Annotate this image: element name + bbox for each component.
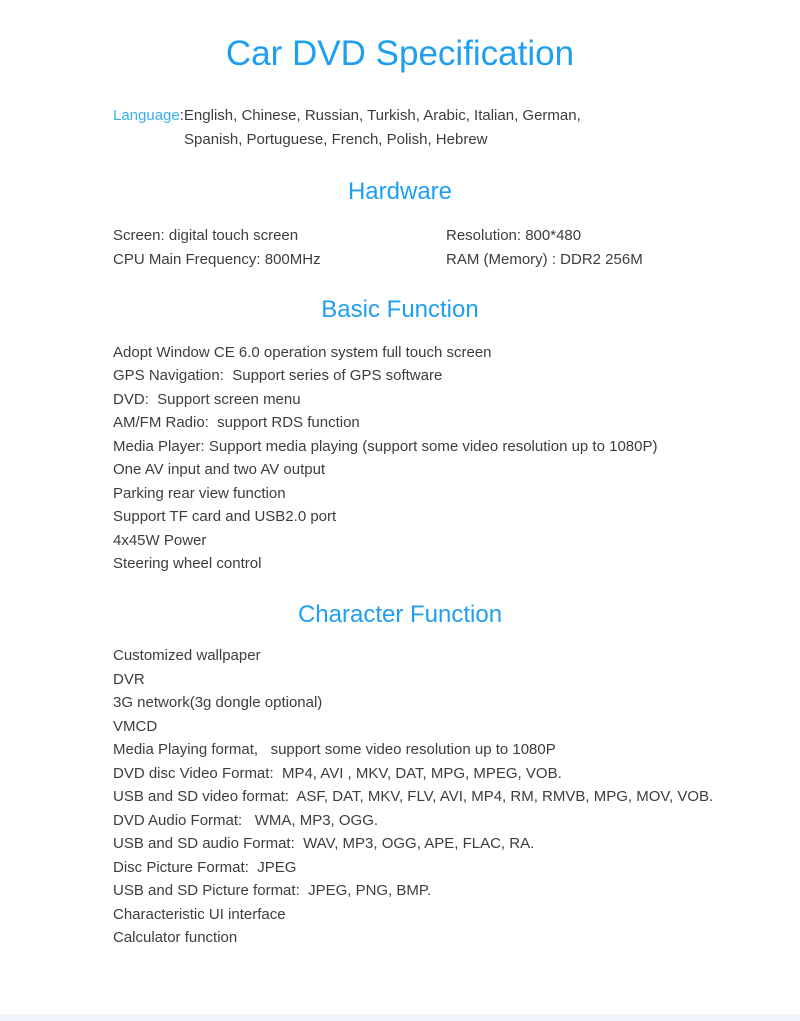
- spec-line: DVD Audio Format: WMA, MP3, OGG.: [113, 811, 379, 829]
- spec-line: USB and SD audio Format: WAV, MP3, OGG, APE, FLAC, RA.: [113, 835, 535, 853]
- language-values-line1: :English, Chinese, Russian, Turkish, Arabic, Italian, German,: [179, 107, 581, 124]
- spec-line: Characteristic UI interface: [113, 905, 286, 923]
- spec-line: VMCD: [113, 717, 158, 735]
- language-block: [113, 104, 800, 152]
- spec-line: DVR: [113, 670, 145, 688]
- spec-line: 3G network(3g dongle optional): [113, 694, 323, 712]
- hardware-cell-resolution: Resolution: 800*480: [446, 226, 582, 244]
- hardware-cell-ram: RAM (Memory) : DDR2 256M: [446, 250, 643, 268]
- language-line-1: [113, 104, 800, 128]
- spec-line: Steering wheel control: [113, 555, 262, 573]
- spec-line: Media Playing format, support some video resolution up to 1080P: [113, 741, 556, 759]
- spec-line: 4x45W Power: [113, 531, 207, 549]
- spec-line: Calculator function: [113, 929, 238, 947]
- spec-line: Disc Picture Format: JPEG: [113, 858, 297, 876]
- spec-line: DVD: Support screen menu: [113, 390, 301, 408]
- hardware-table: [113, 224, 800, 272]
- page-title: Car DVD Specification: [225, 34, 575, 73]
- spec-line: One AV input and two AV output: [113, 461, 326, 479]
- spec-line: USB and SD video format: ASF, DAT, MKV, FLV, AVI, MP4, RM, RMVB, MPG, MOV, VOB.: [113, 788, 714, 806]
- language-values-line2: Spanish, Portuguese, French, Polish, Hebrew: [184, 131, 488, 148]
- spec-line: Adopt Window CE 6.0 operation system full touch screen: [113, 343, 492, 361]
- hardware-cell-screen: Screen: digital touch screen: [113, 226, 299, 244]
- hardware-row: [113, 224, 800, 248]
- spec-line: AM/FM Radio: support RDS function: [113, 414, 360, 432]
- basic-function-list: [113, 341, 800, 576]
- spec-line: Support TF card and USB2.0 port: [113, 508, 337, 526]
- hardware-row: [113, 248, 800, 272]
- spec-line: Customized wallpaper: [113, 647, 261, 665]
- hardware-cell-cpu: CPU Main Frequency: 800MHz: [113, 250, 321, 268]
- spec-line: GPS Navigation: Support series of GPS software: [113, 367, 443, 385]
- spec-line: Media Player: Support media playing (support some video resolution up to 1080P): [113, 437, 658, 455]
- character-function-list: [113, 644, 800, 950]
- bottom-page-edge: [0, 1014, 800, 1021]
- spec-line: Parking rear view function: [113, 484, 286, 502]
- spec-line: DVD disc Video Format: MP4, AVI , MKV, DAT, MPG, MPEG, VOB.: [113, 764, 562, 782]
- section-heading-character-function: Character Function: [297, 600, 503, 628]
- section-heading-hardware: Hardware: [347, 178, 453, 205]
- section-heading-basic-function: Basic Function: [321, 295, 479, 323]
- language-label: Language: [113, 107, 180, 124]
- spec-line: USB and SD Picture format: JPEG, PNG, BMP.: [113, 882, 432, 900]
